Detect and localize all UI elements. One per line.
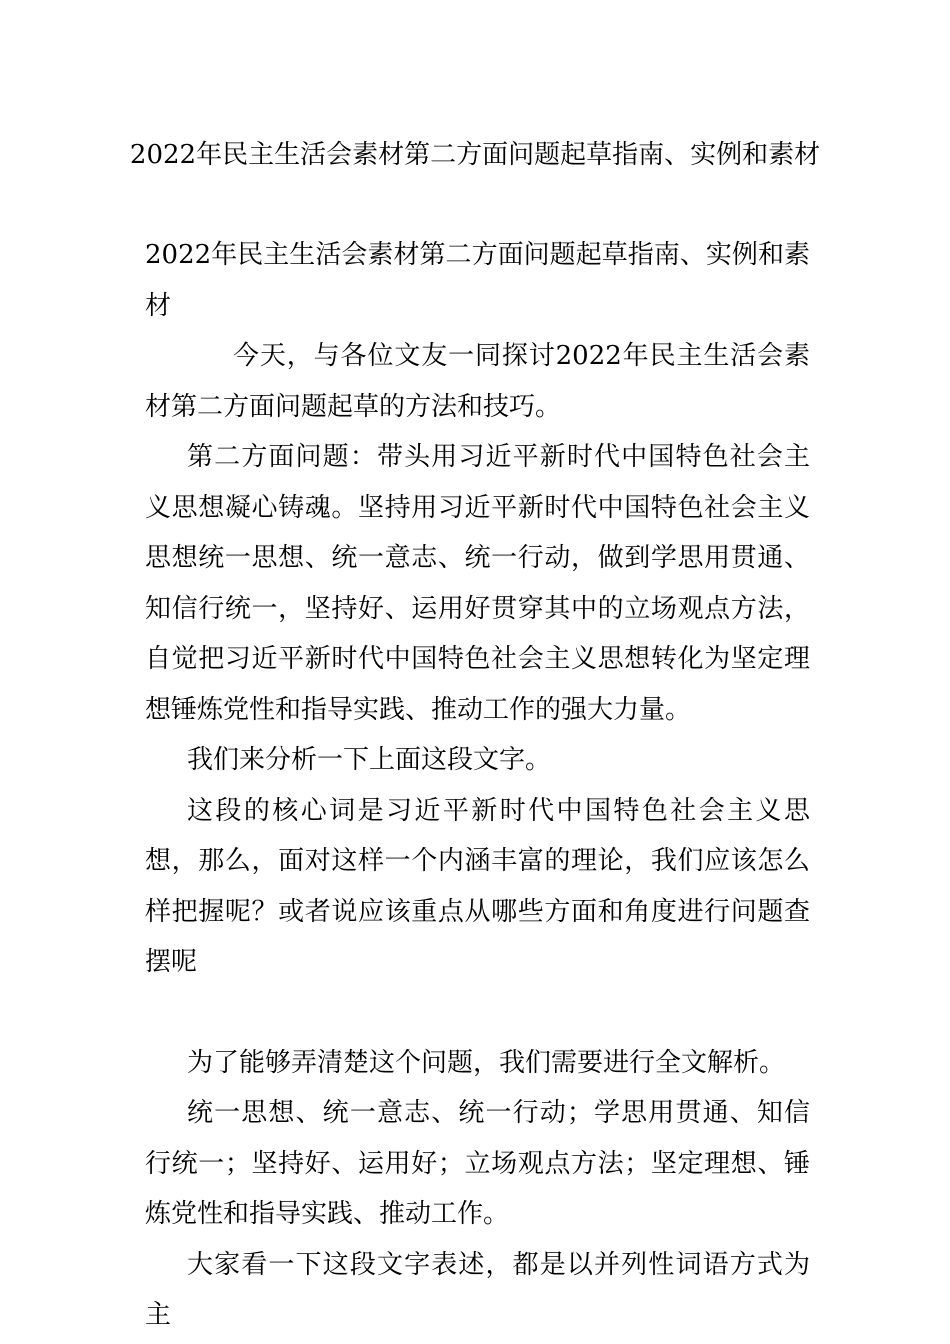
intro-paragraph: 今天，与各位文友一同探讨2022年民主生活会素材第二方面问题起草的方法和技巧。 bbox=[145, 341, 810, 422]
core-word-paragraph: 这段的核心词是习近平新时代中国特色社会主义思想，那么，面对这样一个内涵丰富的理论，我们应该怎么样把握呢？或者说应该重点从哪些方面和角度进行问题查摆呢 bbox=[145, 795, 810, 977]
second-aspect-paragraph: 第二方面问题：带头用习近平新时代中国特色社会主义思想凝心铸魂。坚持用习近平新时代中国特色社会主义思想统一思想、统一意志、统一行动，做到学思用贯通、知信行统一，坚持好、运用好贯穿其中的立场观点方法，自觉把习近平新时代中国特色社会主义思想转化为坚定理想锤炼党性和指导实践、推动工作的强大力量。 bbox=[145, 442, 810, 725]
keywords-paragraph: 统一思想、统一意志、统一行动；学思用贯通、知信行统一；坚持好、运用好；立场观点方法；坚定理想、锤炼党性和指导实践、推动工作。 bbox=[145, 1098, 810, 1229]
full-text-analysis-paragraph: 为了能够弄清楚这个问题，我们需要进行全文解析。 bbox=[187, 1047, 786, 1078]
parallel-words-paragraph: 大家看一下这段文字表述，都是以并列性词语方式为主 bbox=[145, 1249, 810, 1330]
analysis-intro-paragraph: 我们来分析一下上面这段文字。 bbox=[187, 745, 552, 775]
subtitle-paragraph: 2022年民主生活会素材第二方面问题起草指南、实例和素材 bbox=[145, 240, 810, 321]
document-title: 2022年民主生活会素材第二方面问题起草指南、实例和素材 bbox=[129, 140, 821, 170]
document-body bbox=[145, 230, 810, 1341]
